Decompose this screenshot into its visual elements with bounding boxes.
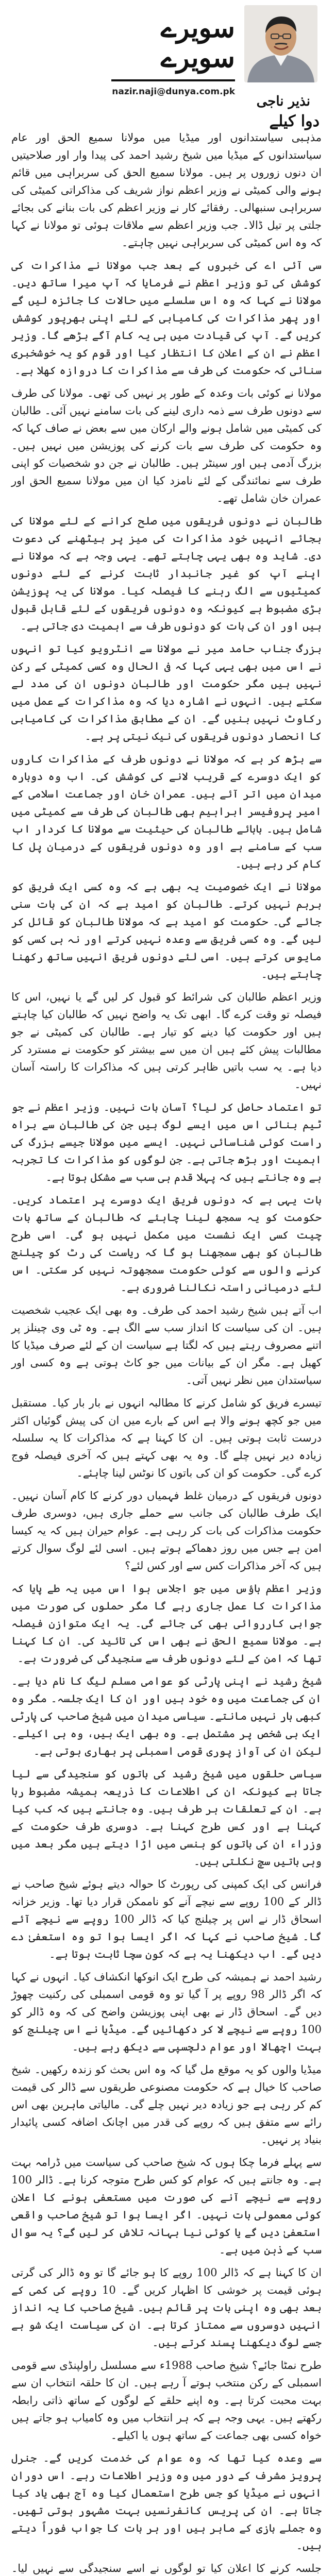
article-paragraph: مولانا نے ایک خصوصیت یہ بھی ہے کہ وہ کسی ایک فریق کو برہم نہیں کرتے۔ طالبان کو امید ہے کہ ان کی بات سنی جائے گی۔ حکومت کو امید ہے کہ مولانا طالبان کو قائل کر لیں گے۔ وہ کسی فریق سے وعدہ نہیں کرتے اور نہ ہی کسی کو مایوس کرتے ہیں۔ اسی لئے دونوں فریق انہیں ساتھ رکھنا چاہتے ہیں۔: [11, 880, 322, 980]
author-photo: [244, 5, 317, 82]
article-paragraph: مولانا نے کوئی بات وعدہ کے طور پر نہیں کی تھی۔ مولانا کی طرف سے دونوں طرف سے ذمہ داری لینے کی بات سامنے نہیں آئی۔ طالبان کی کمیٹی میں شامل ہونے والے ارکان میں سے بعض نے صاف کہا کہ وہ حکومت کی طرف سے بات کرنے کی پوزیشن میں نہیں ہیں۔ بزرگ آدمی ہیں اور سینٹر ہیں۔ طالبان نے جن دو شخصیات کو اپنی طرف سے نمائندگی کے لئے نامزد کیا ان میں مولانا سمیع الحق اور عمران خان شامل تھے۔: [11, 387, 322, 504]
article-paragraph: تیسرے فریق کو شامل کرنے کا مطالبہ انہوں نے بار بار کیا۔ مستقبل میں جو کچھ ہونے والا ہے اس کے بارے میں ان کی پیش گوئیاں اکثر درست ثابت ہوتی ہیں۔ ان کا کہنا ہے کہ مذاکرات کا یہ سلسلہ زیادہ دیر نہیں چلے گا۔ وہ یہ بھی کہتے ہیں کہ آخری فیصلہ فوج کرے گی۔ حکومت کو ان کی باتوں کا نوٹس لینا چاہئے۔: [11, 1397, 322, 1479]
article-paragraph: سے وعدہ کیا تھا کہ وہ عوام کی خدمت کریں گے۔ جنرل پرویز مشرف کے دور میں وہ وزیر اطلاعات رہے۔ اس دوران انہوں نے میڈیا کو جس طرح استعمال کیا وہ آج بھی یاد کیا جاتا ہے۔ ان کی پریس کانفرنسیں بہت مشہور ہوتی تھیں۔ وہ جملے بازی کے ماہر ہیں اور ہر بات کا جواب فوراً دیتے ہیں۔: [11, 2452, 322, 2552]
article-paragraph: جلسہ کرنے کا اعلان کیا تو لوگوں نے اسے سنجیدگی سے نہیں لیا۔: [11, 2562, 322, 2574]
article-body: [11, 129, 322, 2576]
article-paragraph: تو اعتماد حاصل کر لیا؟ آسان بات نہیں۔ وزیر اعظم نے جو ٹیم بنائی اس میں ایسے لوگ ہیں جن کی طالبان سے براہ راست کوئی شناسائی نہیں۔ ایسے میں مولانا جیسے بزرگ کی اہمیت اور بڑھ جاتی ہے۔ جن لوگوں کو مذاکرات کا تجربہ ہے وہ جانتے ہیں کہ پہلا قدم ہی سب سے مشکل ہوتا ہے۔: [11, 1101, 322, 1183]
article-paragraph: طالبان نے دونوں فریقوں میں صلح کرانے کے لئے مولانا کی بجائے انہیں خود مذاکرات کی میز پر بیٹھنے کی دعوت دی۔ شاید وہ بھی یہی چاہتے تھے۔ یہی وجہ ہے کہ مولانا نے اپنے آپ کو غیر جانبدار ثابت کرنے کے لئے دونوں کمیٹیوں سے الگ رہنے کا فیصلہ کیا۔ مولانا کی یہ پوزیشن بڑی مضبوط ہے کیونکہ وہ دونوں فریقوں کے لئے قابل قبول ہیں اور ان کی بات کو دونوں طرف سے اہمیت دی جاتی ہے۔: [11, 515, 322, 632]
brand-divider: [111, 79, 235, 81]
article-paragraph: میڈیا والوں کو یہ موقع مل گیا کہ وہ اس بحث کو زندہ رکھیں۔ شیخ صاحب کا خیال ہے کہ حکومت مصنوعی طریقوں سے ڈالر کی قیمت کم کر رہی ہے جو زیادہ دیر نہیں چلے گی۔ مالیاتی ماہرین بھی اس رائے سے متفق ہیں کہ روپے کی قدر میں اچانک اضافہ کسی پائیدار بنیاد پر نہیں۔: [11, 2063, 322, 2146]
article-paragraph: شیخ رشید نے اپنی پارٹی کو عوامی مسلم لیگ کا نام دیا ہے۔ ان کی جماعت میں وہ خود ہیں اور ان کا ایک جلسہ۔ مگر وہ کبھی ہار نہیں مانتے۔ سیاسی میدان میں شیخ صاحب کی پارٹی ایک ہی شخص پر مشتمل ہے۔ وہ بھی ایک ہیں، وہ ہی اکیلے۔ لیکن ان کی آواز پوری قومی اسمبلی پر بھاری ہوتی ہے۔: [11, 1675, 322, 1757]
article-paragraph: سیاسی حلقوں میں شیخ رشید کی باتوں کو سنجیدگی سے لیا جاتا ہے کیونکہ ان کی اطلاعات کا ذریعہ ہمیشہ مضبوط رہا ہے۔ ان کے تعلقات ہر طرف ہیں۔ وہ جانتے ہیں کہ کب کیا کہنا ہے اور کس طرح کہنا ہے۔ دوسری طرف حکومت کے وزراء ان کی باتوں کو ہنسی میں اڑا دیتے ہیں مگر بعد میں وہی باتیں سچ نکلتی ہیں۔: [11, 1768, 322, 1868]
author-email: nazir.naji@dunya.com.pk: [112, 87, 235, 97]
article-paragraph: دونوں فریقوں کے درمیان غلط فہمیاں دور کرنے کا کام آسان نہیں۔ ایک طرف طالبان کی جانب سے حملے جاری ہیں، دوسری طرف حکومت مذاکرات کی بات کر رہی ہے۔ عوام حیران ہیں کہ یہ کیسا امن ہے جس میں روز دھماکے ہوتے ہیں۔ اسی لئے لوگ سوال کرتے ہیں کہ آخر مذاکرات کس سے اور کس لئے؟: [11, 1489, 322, 1572]
article-paragraph: بزرگ جناب حامد میر نے مولانا سے انٹرویو کیا تو انہوں نے اس میں بھی یہی کہا کہ فی الحال وہ کسی کمیٹی کے رکن نہیں ہیں مگر حکومت اور طالبان دونوں ان کی مدد لے سکتے ہیں۔ انہوں نے اشارہ دیا کہ وہ مذاکرات کے عمل میں رکاوٹ نہیں بنیں گے۔ ان کے مطابق مذاکرات کی کامیابی کا انحصار دونوں فریقوں کی نیک نیتی پر ہے۔: [11, 642, 322, 742]
article-paragraph: سی آئی اے کی خبروں کے بعد جب مولانا نے مذاکرات کی کوشش کی تو وزیر اعظم نے فرمایا کہ آپ میرا ساتھ دیں۔ مولانا نے کہا کہ وہ اس سلسلے میں حالات کا جائزہ لیں گے اور پھر مذاکرات کی کامیابی کے لئے اپنی بھرپور کوشش کریں گے۔ آپ کی قیادت میں ہی یہ کام آگے بڑھے گا۔ وزیر اعظم نے ان کے اعلان کا انتظار کیا اور قوم کو یہ خوشخبری سنائی کہ حکومت کی طرف سے مذاکرات کا دروازہ کھلا ہے۔: [11, 259, 322, 377]
article-paragraph: رشید احمد نے ہمیشہ کی طرح ایک انوکھا انکشاف کیا۔ انہوں نے کہا کہ اگر ڈالر 98 روپے پر آ گیا تو وہ قومی اسمبلی کی رکنیت چھوڑ دیں گے۔ اسحاق ڈار نے بھی اپنی پوزیشن واضح کی کہ وہ ڈالر کو 100 روپے سے نیچے لا کر دکھائیں گے۔ میڈیا نے اس چیلنج کو بہت اچھالا اور عوام دلچسپی سے دیکھ رہے ہیں۔: [11, 1971, 322, 2053]
column-brand-block: [111, 13, 235, 97]
article-paragraph: طرح نمٹا جائے؟ شیخ صاحب 1988ء سے مسلسل راولپنڈی سے قومی اسمبلی کے رکن منتخب ہوتے آ رہے ہیں۔ ان کا حلقہ انتخاب ان سے بہت محبت کرتا ہے۔ وہ اپنے حلقے کے لوگوں کے ساتھ ذاتی رابطہ رکھتے ہیں۔ یہی وجہ ہے کہ ہر انتخاب میں وہ کامیاب ہو جاتے ہیں خواہ کسی بھی جماعت کے ساتھ ہوں یا اکیلے۔: [11, 2359, 322, 2442]
article-paragraph: ان کا کہنا ہے کہ ڈالر 100 روپے کا ہو جائے گا تو وہ ڈالر کی گرتی ہوئی قیمت پر خوشی کا اظہار کریں گے۔ 10 روپے کی کمی کے بعد بھی وہ اپنی بات پر قائم ہیں۔ شیخ صاحب کا یہ انداز انہیں دوسروں سے ممتاز کرتا ہے۔ ان کی سیاست ایک شو ہے جسے لوگ دیکھنا پسند کرتے ہیں۔: [11, 2266, 322, 2349]
column-masthead: [11, 0, 322, 129]
column-title: دوا کیلے: [269, 112, 320, 130]
article-paragraph: سے بڑھ کر ہے کہ مولانا نے دونوں طرف کے مذاکرات کاروں کو ایک دوسرے کے قریب لانے کی کوشش کی۔ اب وہ دوبارہ میدان میں اتر آئے ہیں۔ عمران خان اور جماعت اسلامی کے امیر پروفیسر ابراہیم بھی طالبان کی طرف سے کمیٹی میں شامل ہیں۔ بابائے طالبان کی حیثیت سے مولانا کا کردار اب سب کے سامنے ہے اور وہ دونوں فریقوں کے درمیان پل کا کام کر رہے ہیں۔: [11, 753, 322, 870]
article-paragraph: فرانس کی ایک کمپنی کی رپورٹ کا حوالہ دیتے ہوئے شیخ صاحب نے ڈالر کے 100 روپے سے نیچے آنے کو ناممکن قرار دیا تھا۔ وزیر خزانہ اسحاق ڈار نے اس پر چیلنج کیا کہ ڈالر 100 روپے سے نیچے آئے گا۔ شیخ صاحب نے کہا کہ اگر ایسا ہوا تو وہ استعفیٰ دے دیں گے۔ اب دیکھنا یہ ہے کہ کون سچا ثابت ہوتا ہے۔: [11, 1878, 322, 1960]
column-brand-title: سویرے سویرے: [160, 12, 235, 74]
article-paragraph: وزیر اعظم ہاؤس میں جو اجلاس ہوا اس میں یہ طے پایا کہ مذاکرات کا عمل جاری رہے گا مگر حملوں کی صورت میں جوابی کارروائی بھی کی جائے گی۔ یہ ایک متوازن فیصلہ ہے۔ مولانا سمیع الحق نے بھی اس کی تائید کی۔ ان کا کہنا تھا کہ امن کے لئے دونوں طرف سے سنجیدگی کی ضرورت ہے۔: [11, 1582, 322, 1665]
article-paragraph: وزیر اعظم طالبان کی شرائط کو قبول کر لیں گے یا نہیں، اس کا فیصلہ تو وقت کرے گا۔ ابھی تک یہ واضح نہیں کہ طالبان کیا چاہتے ہیں اور حکومت کیا دینے کو تیار ہے۔ طالبان کی کمیٹی نے جو مطالبات پیش کئے ہیں ان میں سے بیشتر کو حکومت نے مسترد کر دیا ہے۔ یہ سب باتیں ظاہر کرتی ہیں کہ مذاکرات کا راستہ آسان نہیں۔: [11, 991, 322, 1091]
author-photo-image: [244, 5, 317, 82]
article-paragraph: بات یہی ہے کہ دونوں فریق ایک دوسرے پر اعتماد کریں۔ حکومت کو یہ سمجھ لینا چاہئے کہ طالبان کے ساتھ بات چیت کسی ایک نشست میں مکمل نہیں ہو گی۔ اسی طرح طالبان کو بھی سمجھنا ہو گا کہ ریاست کی رٹ کو چیلنج کرنے والوں سے کوئی حکومت سمجھوتہ نہیں کر سکتی۔ اس لئے درمیانی راستہ نکالنا ضروری ہے۔: [11, 1194, 322, 1294]
author-name: نذیر ناجی: [256, 94, 310, 109]
article-paragraph: سے پہلے فرما چکا ہوں کہ شیخ صاحب کی سیاست میں ڈرامہ بہت ہے۔ وہ جانتے ہیں کہ عوام کو کس طرح متوجہ کرنا ہے۔ ڈالر 100 روپے سے نیچے آنے کی صورت میں مستعفی ہونے کا اعلان کوئی معمولی بات نہیں۔ اگر ایسا ہوا تو شیخ صاحب واقعی استعفیٰ دیں گے یا کوئی نیا بہانہ تلاش کر لیں گے؟ یہ سوال سب کے ذہن میں ہے۔: [11, 2156, 322, 2256]
article-paragraph: اب آتے ہیں شیخ رشید احمد کی طرف۔ وہ بھی ایک عجیب شخصیت ہیں۔ ان کی سیاست کا انداز سب سے الگ ہے۔ وہ ٹی وی چینلز پر اتنے مصروف رہتے ہیں کہ لگتا ہے سیاست ان کے لئے صرف میڈیا کا کھیل ہے۔ مگر ان کے بیانات میں جو کاٹ ہوتی ہے وہ کسی اور سیاستدان میں نظر نہیں آتی۔: [11, 1304, 322, 1386]
article-paragraph: مذہبی سیاستدانوں اور میڈیا میں مولانا سمیع الحق اور عام سیاستدانوں کے میڈیا میں شیخ رشید احمد کی پیدا وار اور صلاحیتیں ان دنوں زوروں پر ہیں۔ مولانا سمیع الحق کی سربراہی میں قائم ہونے والی کمیٹی نے وزیر اعظم نواز شریف کی مذاکراتی کمیٹی کی سربراہی سنبھالی۔ رفقائے کار نے وزیر اعظم کی بات بنانے کی بجائے جلتی پر تیل ڈالا۔ جب وزیر اعظم سے ملاقات ہوئی تو مولانا نے کہا کہ وہ اس کمیٹی کی سربراہی نہیں چاہتے۔: [11, 131, 322, 249]
